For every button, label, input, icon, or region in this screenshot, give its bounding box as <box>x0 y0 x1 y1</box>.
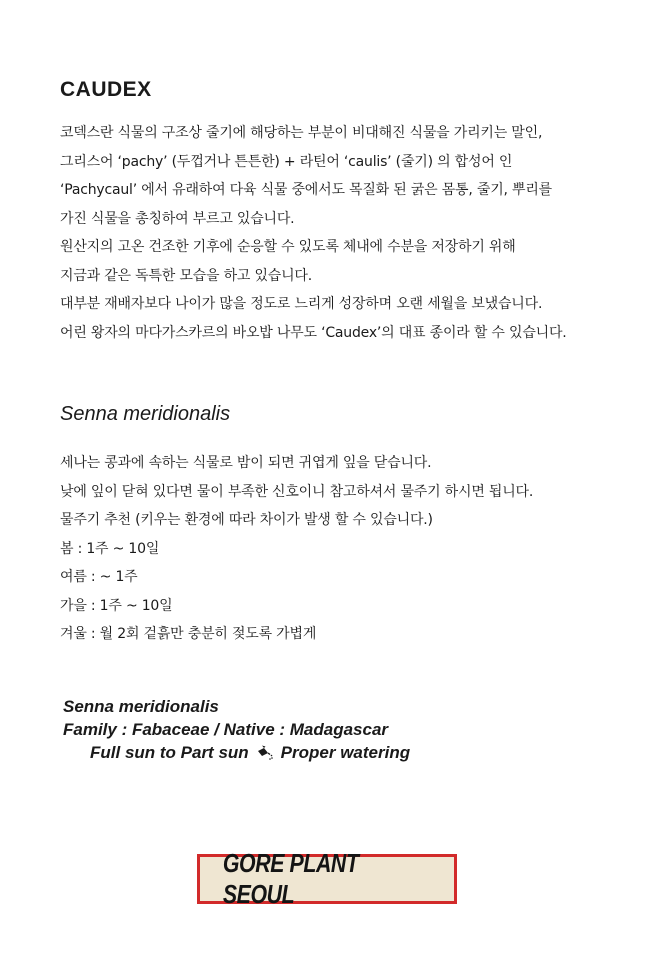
senna-heading: Senna meridionalis <box>60 403 231 425</box>
senna-line: 세나는 콩과에 속하는 식물로 밤이 되면 귀엽게 잎을 닫습니다. <box>60 455 432 471</box>
brand-logo <box>197 848 457 909</box>
watering-can-icon <box>255 745 275 761</box>
caudex-line: 어린 왕자의 마다가스카르의 바오밥 나무도 ‘Caudex’의 대표 종이라 할 수 있습니다. <box>60 324 567 341</box>
watering-summer: 여름 : ~ 1주 <box>60 569 138 585</box>
caudex-line: 대부분 재배자보다 나이가 많을 정도로 느리게 성장하며 오랜 세월을 보냈습니다. <box>60 296 543 312</box>
senna-line: 낮에 잎이 닫혀 있다면 물이 부족한 신호이니 참고하셔서 물주기 하시면 됩니다. <box>60 483 534 500</box>
caudex-line: ‘Pachycaul’ 에서 유래하여 다육 식물 중에서도 목질화 된 굵은 몸통, 줄기, 뿌리를 <box>60 182 552 198</box>
caudex-line: 지금과 같은 독특한 모습을 하고 있습니다. <box>60 267 313 284</box>
watering-winter: 겨울 : 월 2회 겉흙만 충분히 젖도록 가볍게 <box>60 626 317 642</box>
caudex-line: 그리스어 ‘pachy’ (두껍거나 튼튼한) + 라틴어 ‘caulis’ (줄기) 의 합성어 인 <box>60 153 513 170</box>
sun-requirement: Full sun to Part sun <box>90 743 249 762</box>
watering-autumn: 가을 : 1주 ~ 10일 <box>60 597 173 614</box>
senna-line: 물주기 추천 (키우는 환경에 따라 차이가 발생 할 수 있습니다.) <box>60 512 433 528</box>
family-native-line: Family : Fabaceae / Native : Madagascar <box>63 720 389 739</box>
watering-requirement: Proper watering <box>280 743 411 762</box>
caudex-line: 코덱스란 식물의 구조상 줄기에 해당하는 부분이 비대해진 식물을 가리키는 말인, <box>60 125 543 141</box>
care-line <box>63 741 410 764</box>
caudex-heading: CAUDEX <box>60 78 152 101</box>
senna-description <box>60 449 630 649</box>
caudex-line: 원산지의 고온 건조한 기후에 순응할 수 있도록 체내에 수분을 저장하기 위해 <box>60 239 516 255</box>
plant-info-card <box>63 695 410 764</box>
brand-logo-text: GORE PLANT SEOUL <box>222 848 359 909</box>
plant-name: Senna meridionalis <box>63 697 219 716</box>
watering-spring: 봄 : 1주 ~ 10일 <box>60 540 160 557</box>
caudex-description <box>60 119 630 347</box>
caudex-line: 가진 식물을 총칭하여 부르고 있습니다. <box>60 210 295 227</box>
